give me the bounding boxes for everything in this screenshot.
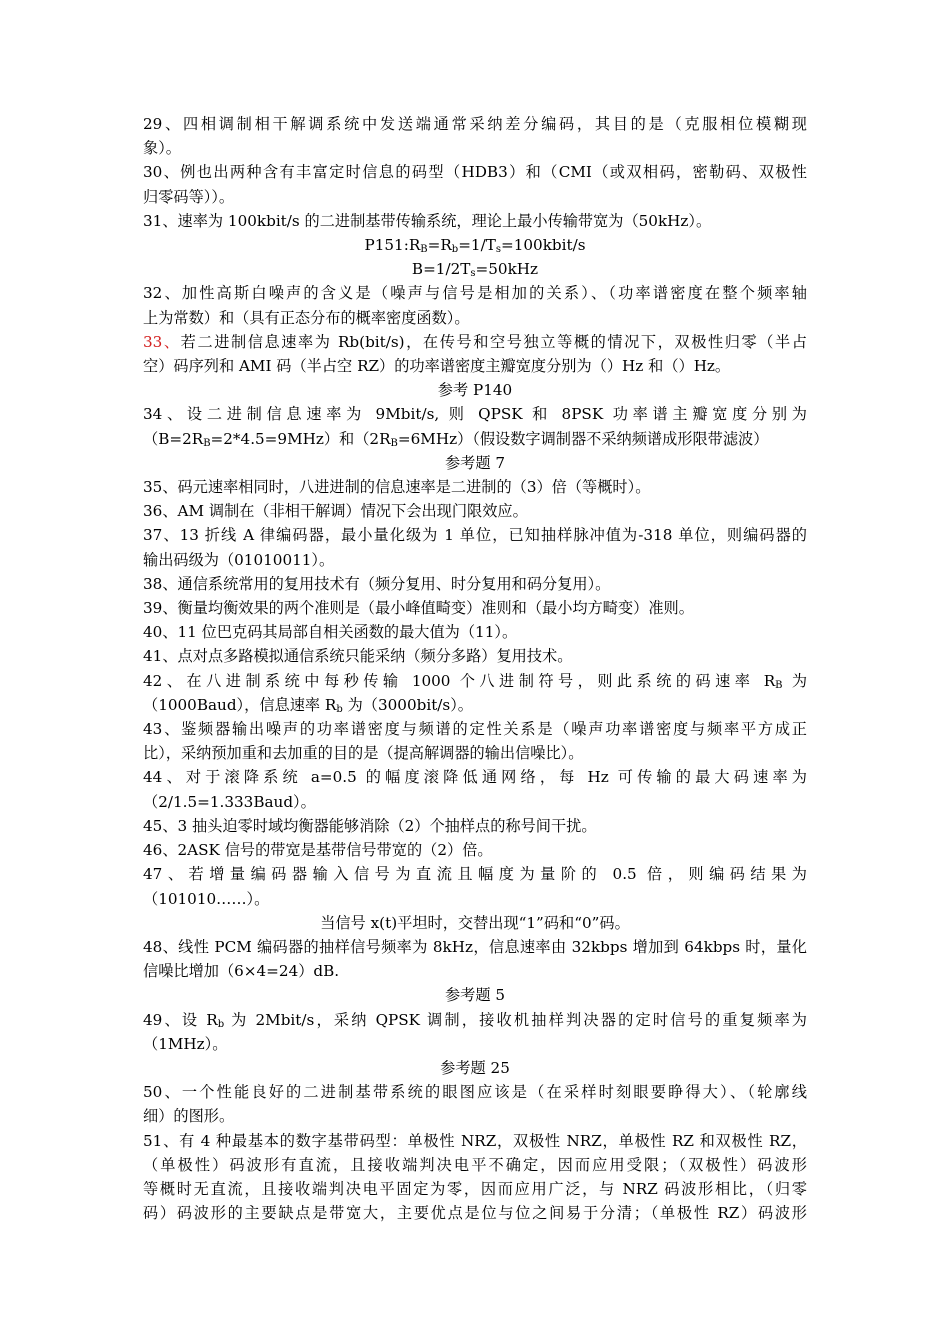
text-line: 47、若增量编码器输入信号为直流且幅度为量阶的 0.5 倍，则编码结果为 [143, 865, 807, 884]
text-line: 当信号 x(t)平坦时，交替出现“1”码和“0”码。 [320, 913, 630, 932]
highlighted-number: 33、 [143, 332, 181, 351]
text-line: 42、在八进制系统中每秒传输 1000 个八进制符号，则此系统的码速率 $R_B$ 为 [143, 671, 807, 691]
text-line: 比），采纳预加重和去加重的目的是（提高解调器的输出信噪比）。 [143, 744, 584, 763]
text-line: （2/1.5=1.333Baud）。 [143, 792, 316, 811]
text-line: （1MHz）。 [143, 1034, 228, 1053]
text-line: 46、2ASK 信号的带宽是基带信号带宽的（2）倍。 [143, 841, 493, 860]
text-line: 参考题 7 [444, 453, 506, 472]
text-line: 29、四相调制相干解调系统中发送端通常采纳差分编码，其目的是（克服相位模糊现 [143, 115, 807, 133]
text-line: 参考 P140 [437, 381, 513, 400]
text-line: 32、加性高斯白噪声的含义是（噪声与信号是相加的关系）、（功率谱密度在整个频率轴 [143, 284, 807, 303]
text-line: 30、例也出两种含有丰富定时信息的码型（HDB3）和（CMI（或双相码，密勒码、双极性 [143, 163, 807, 182]
text-line: 34、设二进制信息速率为 9Mbit/s, 则 QPSK 和 8PSK 功率谱主瓣宽度分别为 [143, 405, 807, 424]
text-line: $P151:R_B=R_b=1/T_s=100kbit/s$ [364, 236, 586, 256]
text-line: 参考题 5 [444, 986, 506, 1005]
text-line: 36、AM 调制在（非相干解调）情况下会出现门限效应。 [143, 502, 528, 521]
text-line: 49、设 $R_b$ 为 2Mbit/s，采纳 QPSK 调制，接收机抽样判决器的定时信号的重复频率为 [143, 1010, 807, 1030]
text-line: 参考题 25 [440, 1058, 510, 1077]
text-line: 50、一个性能良好的二进制基带系统的眼图应该是（在采样时刻眼要睁得大）、（轮廓线 [143, 1083, 807, 1102]
text-line: 39、衡量均衡效果的两个准则是（最小峰值畸变）准则和（最小均方畸变）准则。 [143, 599, 694, 618]
text-line: 细）的图形。 [143, 1107, 235, 1126]
text-line: 48、线性 PCM 编码器的抽样信号频率为 8kHz，信息速率由 32kbps 增加到 64kbps 时，量化 [143, 937, 807, 956]
text-line: 35、码元速率相同时，八进进制的信息速率是二进制的（3）倍（等概时）。 [143, 478, 651, 497]
text-line: 38、通信系统常用的复用技术有（频分复用、时分复用和码分复用）。 [143, 574, 611, 593]
text-line: 37、13 折线 A 律编码器，最小量化级为 1 单位，已知抽样脉冲值为-318 单位，则编码器的 [143, 526, 807, 545]
text-line: （1000Baud），信息速率 $R_b$ 为（3000bit/s）。 [143, 695, 473, 715]
text-line: （单极性）码波形有直流，且接收端判决电平不确定，因而应用受限；（双极性）码波形 [143, 1155, 807, 1174]
text-line: 45、3 抽头迫零时域均衡器能够消除（2）个抽样点的称号间干扰。 [143, 816, 597, 835]
text-line: $(B=2R_B=2*4.5=9MHz)$和$(2R_B=6MHz)$（假设数字调制器不采纳频谱成形限带滤波） [143, 429, 769, 449]
text-line: 44、对于滚降系统 a=0.5 的幅度滚降低通网络，每 Hz 可传输的最大码速率为 [143, 768, 807, 787]
text-line: 等概时无直流，且接收端判决电平固定为零，因而应用广泛，与 NRZ 码波形相比，（归零 [143, 1179, 807, 1198]
text-line: 信噪比增加（6×4=24）dB. [143, 962, 340, 981]
text-line: $B=1/2T_s=50kHz$ [411, 260, 539, 280]
text-line: （101010……）。 [143, 889, 270, 908]
text-line: 40、11 位巴克码其局部自相关函数的最大值为（11）。 [143, 623, 518, 642]
text-line: 43、鉴频器输出噪声的功率谱密度与频谱的定性关系是（噪声功率谱密度与频率平方成正 [143, 720, 807, 739]
text-line: 33、若二进制信息速率为 Rb(bit/s)，在传号和空号独立等概的情况下，双极性归零（半占 [143, 332, 807, 351]
text-line: 空）码序列和 AMI 码（半占空 RZ）的功率谱密度主瓣宽度分别为（）Hz 和（）Hz。 [143, 357, 731, 376]
text-line: 51、有 4 种最基本的数字基带码型：单极性 NRZ，双极性 NRZ，单极性 RZ 和双极性 RZ， [143, 1131, 807, 1150]
text-line: 上为常数）和（具有正态分布的概率密度函数）。 [143, 308, 470, 327]
text-line: 31、速率为 100kbit/s 的二进制基带传输系统，理论上最小传输带宽为（50kHz）。 [143, 211, 712, 230]
text-line: 归零码等））。 [143, 187, 235, 206]
text-line: 输出码级为（01010011）。 [143, 550, 335, 569]
text-line: 码）码波形的主要缺点是带宽大，主要优点是位与位之间易于分清；（单极性 RZ）码波形 [143, 1204, 807, 1223]
text-line: 象）。 [143, 139, 181, 158]
text-line: 41、点对点多路模拟通信系统只能采纳（频分多路）复用技术。 [143, 647, 573, 666]
